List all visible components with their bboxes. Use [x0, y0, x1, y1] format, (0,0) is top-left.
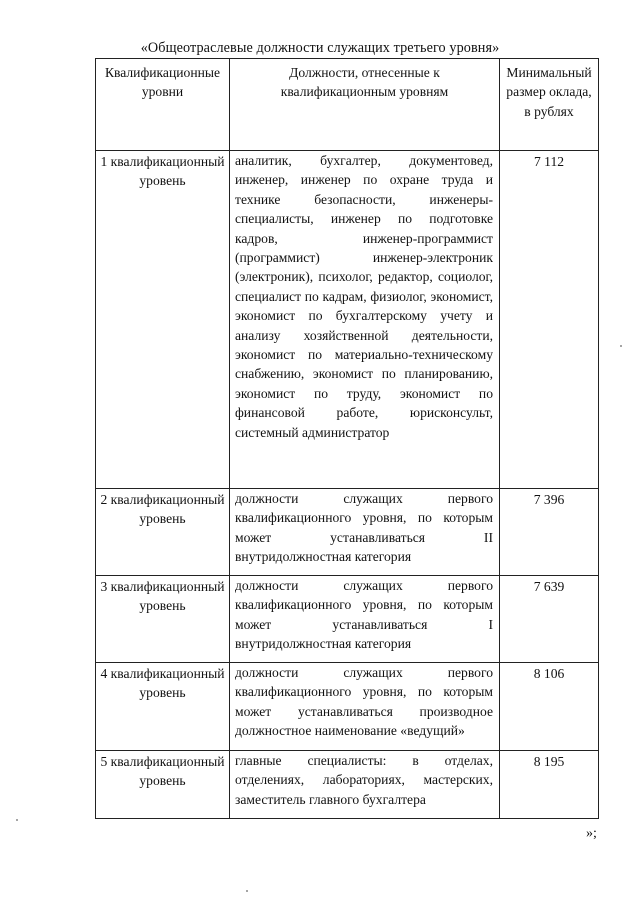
salary-cell: 7 639: [500, 576, 599, 663]
salary-cell: 7 396: [500, 489, 599, 576]
level-cell: 3 квалификационный уровень: [96, 576, 230, 663]
table-row: [96, 489, 599, 576]
salary-cell: 8 195: [500, 751, 599, 819]
positions-cell: главные специалисты: в отделах, отделениях, лабораториях, мастерских, заместитель главного бухгалтера: [230, 751, 500, 819]
header-levels: Квалификационные уровни: [96, 59, 230, 151]
level-cell: 1 квалификационный уровень: [96, 151, 230, 489]
table-row: [96, 151, 599, 489]
closing-quote: »;: [586, 826, 597, 841]
positions-cell: должности служащих первого квалификационного уровня, по которым может устанавливаться производное должностное наименование «ведущий»: [230, 663, 500, 751]
header-row: [96, 59, 599, 151]
header-salary: Минимальный размер оклада, в рублях: [500, 59, 599, 151]
table-row: [96, 663, 599, 751]
salary-cell: 7 112: [500, 151, 599, 489]
scan-speck: [620, 345, 622, 347]
salary-cell: 8 106: [500, 663, 599, 751]
scan-speck: [246, 890, 248, 892]
salary-table: [95, 58, 599, 819]
level-cell: 5 квалификационный уровень: [96, 751, 230, 819]
level-cell: 2 квалификационный уровень: [96, 489, 230, 576]
header-positions: Должности, отнесенные к квалификационным уровням: [230, 59, 500, 151]
level-cell: 4 квалификационный уровень: [96, 663, 230, 751]
table-caption: «Общеотраслевые должности служащих третьего уровня»: [140, 40, 500, 56]
scan-speck: [16, 819, 18, 821]
table-row: [96, 576, 599, 663]
positions-cell: аналитик, бухгалтер, документовед, инженер, инженер по охране труда и технике безопасности, инженеры-специалисты, инженер по подготовке кадров, инженер-программист (программист) инженер-электроник (электроник), психолог, редактор, социолог, специалист по кадрам, физиолог, экономист, экономист по бухгалтерскому учету и анализу хозяйственной деятельности, экономист по материально-техническому снабжению, экономист по планированию, экономист по труду, экономист по финансовой работе, юрисконсульт, системный администратор: [230, 151, 500, 489]
positions-cell: должности служащих первого квалификационного уровня, по которым может устанавливаться II внутридолжностная категория: [230, 489, 500, 576]
positions-cell: должности служащих первого квалификационного уровня, по которым может устанавливаться I внутридолжностная категория: [230, 576, 500, 663]
table-row: [96, 751, 599, 819]
